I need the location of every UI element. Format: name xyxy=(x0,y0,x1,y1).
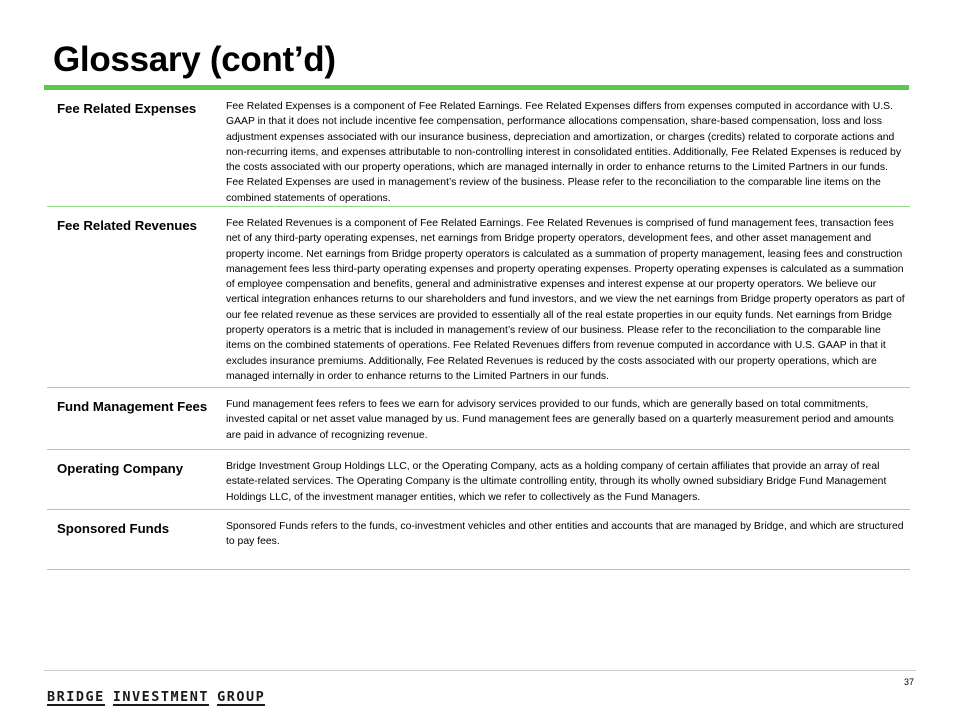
bridge-investment-group-logo xyxy=(47,688,265,706)
glossary-row-operating-company xyxy=(47,450,910,510)
glossary-row-fee-related-expenses xyxy=(47,90,910,207)
footer-divider xyxy=(44,670,916,671)
glossary-term: Fee Related Expenses xyxy=(57,101,197,116)
glossary-row-sponsored-funds xyxy=(47,510,910,570)
glossary-term: Operating Company xyxy=(57,461,184,476)
glossary-definition: Bridge Investment Group Holdings LLC, or the Operating Company, acts as a holding company of certain affiliates that provide an array of real estate-related services. The Operating Company is the ultimate controlling entity, through its wholly owned subsidiary Bridge Fund Management Holdings LLC, of the investment manager entities, which we refer to collectively as the Fund Managers. xyxy=(226,461,887,503)
logo-word: BRIDGE xyxy=(47,689,105,705)
page-title: Glossary (cont’d) xyxy=(53,40,336,79)
glossary-row-fee-related-revenues xyxy=(47,207,910,388)
glossary-definition: Fee Related Expenses is a component of Fee Related Earnings. Fee Related Expenses differs from expenses computed in accordance with U.S. GAAP in that it does not include incentive fee compensation, performance allocations compensation, share-based compensation, loss and loss adjustment expenses associated with our insurance business, depreciation and amortization, or charges (credits) related to corporate actions and non-recurring items, and expenses attributable to non-controlling interest in consolidated entities. Additionally, Fee Related Expenses is reduced by the costs associated with our property operations, which are managed internally in order to enhance returns to the Limited Partners in our funds. Fee Related Expenses are used in management’s review of the business. Please refer to the reconciliation to the comparable line items on the combined statements of operations. xyxy=(226,101,902,204)
glossary-term: Fee Related Revenues xyxy=(57,218,197,233)
glossary-term: Sponsored Funds xyxy=(57,521,170,536)
glossary-definition: Fee Related Revenues is a component of Fee Related Earnings. Fee Related Revenues is comprised of fund management fees, transaction fees net of any third-party operating expenses, net earnings from Bridge property operators, development fees, and other asset management and property income. Net earnings from Bridge property operators is calculated as a summation of property management, leasing fees and construction management fees less third-party operating expenses and property operating expenses. Property operating expenses is calculated as a summation of employee compensation and benefits, general and administrative expenses and interest expense at our property operators. We believe our vertical integration enhances returns to our shareholders and fund investors, and we view the net earnings from Bridge property operators as part of our fee related revenue as these services are provided to essentially all of the real estate properties in our equity funds. Net earnings from Bridge property operators is a metric that is included in management’s review of our business. Please refer to the reconciliation to the comparable line items on the combined statements of operations. Fee Related Revenues differs from revenue computed in accordance with U.S. GAAP in that it excludes insurance premiums. Additionally, Fee Related Revenues is reduced by the costs associated with our property operations, which are managed internally in order to enhance returns to the Limited Partners in our funds. xyxy=(226,218,905,382)
glossary-term: Fund Management Fees xyxy=(57,399,208,414)
glossary-table xyxy=(47,90,910,570)
logo-word: GROUP xyxy=(217,689,266,705)
glossary-definition: Fund management fees refers to fees we earn for advisory services provided to our funds, which are generally based on total commitments, invested capital or net asset value managed by us. Fund management fees are generally based on a quarterly measurement period and amounts are paid in advance of recognizing revenue. xyxy=(226,399,894,441)
page-number: 37 xyxy=(903,677,914,687)
logo-word: INVESTMENT xyxy=(112,689,210,705)
glossary-row-fund-management-fees xyxy=(47,388,910,450)
glossary-definition: Sponsored Funds refers to the funds, co-investment vehicles and other entities and accounts that are managed by Bridge, and which are structured to pay fees. xyxy=(226,521,904,548)
